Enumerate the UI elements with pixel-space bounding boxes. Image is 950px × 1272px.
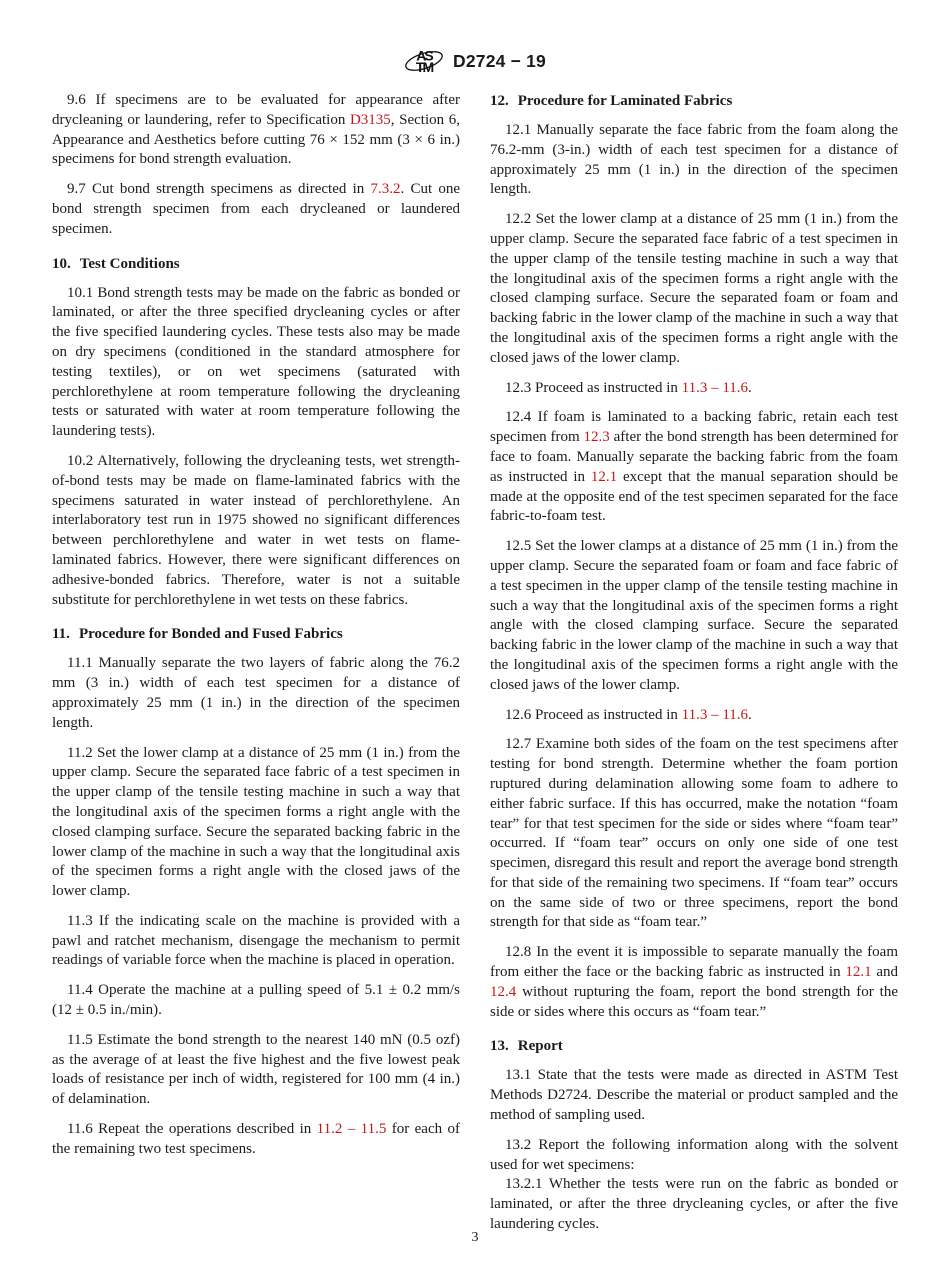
section-title: Test Conditions xyxy=(79,255,180,272)
page-footer xyxy=(0,1230,950,1246)
section-number: 12. xyxy=(490,93,509,109)
paragraph: 11.5 Estimate the bond strength to the nearest 140 mN (0.5 ozf) as the average of at least the five highest and the five lowest peak loads of resistance per inch of width, registered for 100 mm (4 in.) of delamination. xyxy=(52,1031,460,1108)
paragraph: 10.2 Alternatively, following the drycleaning tests, wet strength-of-bond tests may be made on flame-laminated fabrics with the specimens saturated in water instead of perchlorethylene. An interlaboratory test run in 1975 showed no significant differences between perchlorethylene and water in wet tests on flame-laminated fabrics. However, there were significant differences on adhesive-bonded fabrics. Therefore, water is not a suitable substitute for perchlorethylene in wet tests on these fabrics. xyxy=(52,452,460,608)
paragraph: 11.6 Repeat the operations described in 11.2 – 11.5 for each of the remaining two test specimens. xyxy=(52,1121,461,1157)
section-number: 13. xyxy=(490,1038,509,1055)
svg-text:TM: TM xyxy=(415,59,433,75)
two-column-body xyxy=(52,91,898,1235)
paragraph: 12.4 If foam is laminated to a backing fabric, retain each test specimen from 12.3 after the bond strength has been determined for face to foam. Manually separate the backing fabric from the foam as instructed in 12.1 except that the manual separation should be made at the opposite end of the test specimen separated for the face fabric-to-foam test. xyxy=(490,409,898,525)
section-heading xyxy=(52,254,460,274)
cross-reference-link[interactable]: 12.4 xyxy=(490,983,517,1000)
astm-logo-icon xyxy=(404,44,444,78)
cross-reference-link[interactable]: 11.3 – 11.6 xyxy=(681,706,749,723)
cross-reference-link[interactable]: 7.3.2 xyxy=(370,181,401,198)
paragraph: 10.1 Bond strength tests may be made on the fabric as bonded or laminated, or after the three specified drycleaning cycles or after the five specified laundering cycles. These tests also may be made on dry specimens (conditioned in the standard atmosphere for testing textiles), or on wet specimens (saturated with perchlorethylene at room temperature following the drycleaning tests or saturated with water at room temperature following the laundering tests). xyxy=(52,284,460,440)
cross-reference-link[interactable]: D3135 xyxy=(349,111,391,128)
page-number: 3 xyxy=(471,1230,479,1245)
paragraph: 11.3 If the indicating scale on the machine is provided with a pawl and ratchet mechanism, disengage the mechanism to permit readings of variable force when the machine is placed in operation. xyxy=(52,912,460,969)
section-heading xyxy=(490,91,898,111)
svg-text:AS: AS xyxy=(416,47,432,64)
paragraph: 12.5 Set the lower clamps at a distance of 25 mm (1 in.) from the upper clamp. Secure the separated foam or foam and face fabric of a test specimen in the upper clamp of the tensile testing machine in such a way that the longitudinal axis of the specimen forms a right angle with the closed clamping surface. Secure the separated backing fabric in the lower clamp of the machine in such a way that the longitudinal axis of the specimen forms a right angle with the closed jaws of the lower clamp. xyxy=(490,538,898,693)
cross-reference-link[interactable]: 11.3 – 11.6 xyxy=(681,379,749,396)
cross-reference-link[interactable]: 12.1 xyxy=(845,964,872,981)
paragraph: 11.2 Set the lower clamp at a distance of 25 mm (1 in.) from the upper clamp. Secure the separated face fabric of a test specimen in the upper clamp of the tensile testing machine in such a way that the longitudinal axis of the specimen forms a right angle with the closed clamping surface. Secure the separated backing fabric in the lower clamp of the machine in such a way that the longitudinal axis of the specimen forms a right angle with the closed jaws of the lower clamp. xyxy=(52,744,460,900)
cross-reference-link[interactable]: 12.3 xyxy=(583,429,610,446)
paragraph: 9.7 Cut bond strength specimens as directed in 7.3.2. Cut one bond strength specimen from each drycleaned or laundered specimen. xyxy=(52,181,460,237)
section-title: Report xyxy=(517,1038,563,1055)
paragraph: 13.2 Report the following information along with the solvent used for wet specimens: xyxy=(490,1136,898,1173)
paragraph: 12.1 Manually separate the face fabric from the foam along the 76.2-mm (3-in.) width of each test specimen for a distance of approximately 25 mm (1 in.) in the direction of the specimen length. xyxy=(490,122,898,198)
right-column xyxy=(490,91,898,1235)
section-heading xyxy=(52,624,460,644)
document-code: D2724 − 19 xyxy=(453,50,546,71)
cross-reference-link[interactable]: 12.1 xyxy=(590,468,618,485)
paragraph: 12.6 Proceed as instructed in 11.3 – 11.6. xyxy=(505,706,752,723)
section-number: 11. xyxy=(52,626,70,643)
paragraph: 12.3 Proceed as instructed in 11.3 – 11.6. xyxy=(505,379,752,396)
paragraph: 9.6 If specimens are to be evaluated for appearance after drycleaning or laundering, refer to Specification D3135, Section 6, Appearance and Aesthetics before cutting 76 × 152 mm (3 × 6 in.) specimens for bond strength evaluation. xyxy=(52,92,460,168)
paragraph: 12.7 Examine both sides of the foam on the test specimens after testing for bond strength. Determine whether the foam portion ruptured during delamination allowing some foam to adhere to either fabric surface. If this has occurred, make the notation “foam tear” for that test specimen for the side or sides where “foam tear” occurred. If “foam tear” occurs on only one side of one test specimen, disregard this result and report the average bond strength for that side of the remaining two specimens. If “foam tear” occurs on the same side of two or three specimens, report the bond strength for that side as “foam tear.” xyxy=(490,736,898,931)
section-heading xyxy=(490,1036,898,1056)
left-column xyxy=(52,91,460,1235)
page-header xyxy=(0,44,950,78)
paragraph: 11.1 Manually separate the two layers of fabric along the 76.2 mm (3 in.) width of each test specimen for a distance of approximately 25 mm (1 in.) in the direction of the specimen length. xyxy=(52,655,460,731)
section-title: Procedure for Laminated Fabrics xyxy=(517,93,733,109)
section-number: 10. xyxy=(52,255,71,272)
paragraph: 11.4 Operate the machine at a pulling speed of 5.1 ± 0.2 mm/s (12 ± 0.5 in./min). xyxy=(52,982,460,1019)
paragraph: 12.8 In the event it is impossible to separate manually the foam from either the face or the backing fabric as instructed in 12.1 and 12.4 without rupturing the foam, report the bond strength for the side or sides where this occurs as “foam tear.” xyxy=(490,944,898,1020)
cross-reference-link[interactable]: 11.2 – 11.5 xyxy=(316,1121,387,1138)
paragraph: 13.1 State that the tests were made as directed in ASTM Test Methods D2724. Describe the material or product sampled and the method of sampling used. xyxy=(490,1067,898,1124)
section-title: Procedure for Bonded and Fused Fabrics xyxy=(78,626,343,643)
paragraph: 12.2 Set the lower clamp at a distance of 25 mm (1 in.) from the upper clamp. Secure the separated face fabric of a test specimen in the upper clamp of the tensile testing machine in such a way that the longitudinal axis of the specimen forms a right angle with the closed clamping surface. Secure the separated foam or foam and backing fabric in the lower clamp of the machine in such a way that the longitudinal axis of the specimen forms a right angle with the closed jaws of the lower clamp. xyxy=(490,211,898,366)
paragraph: 13.2.1 Whether the tests were run on the fabric as bonded or laminated, or after the three drycleaning cycles, or after the five laundering cycles. xyxy=(490,1176,898,1233)
